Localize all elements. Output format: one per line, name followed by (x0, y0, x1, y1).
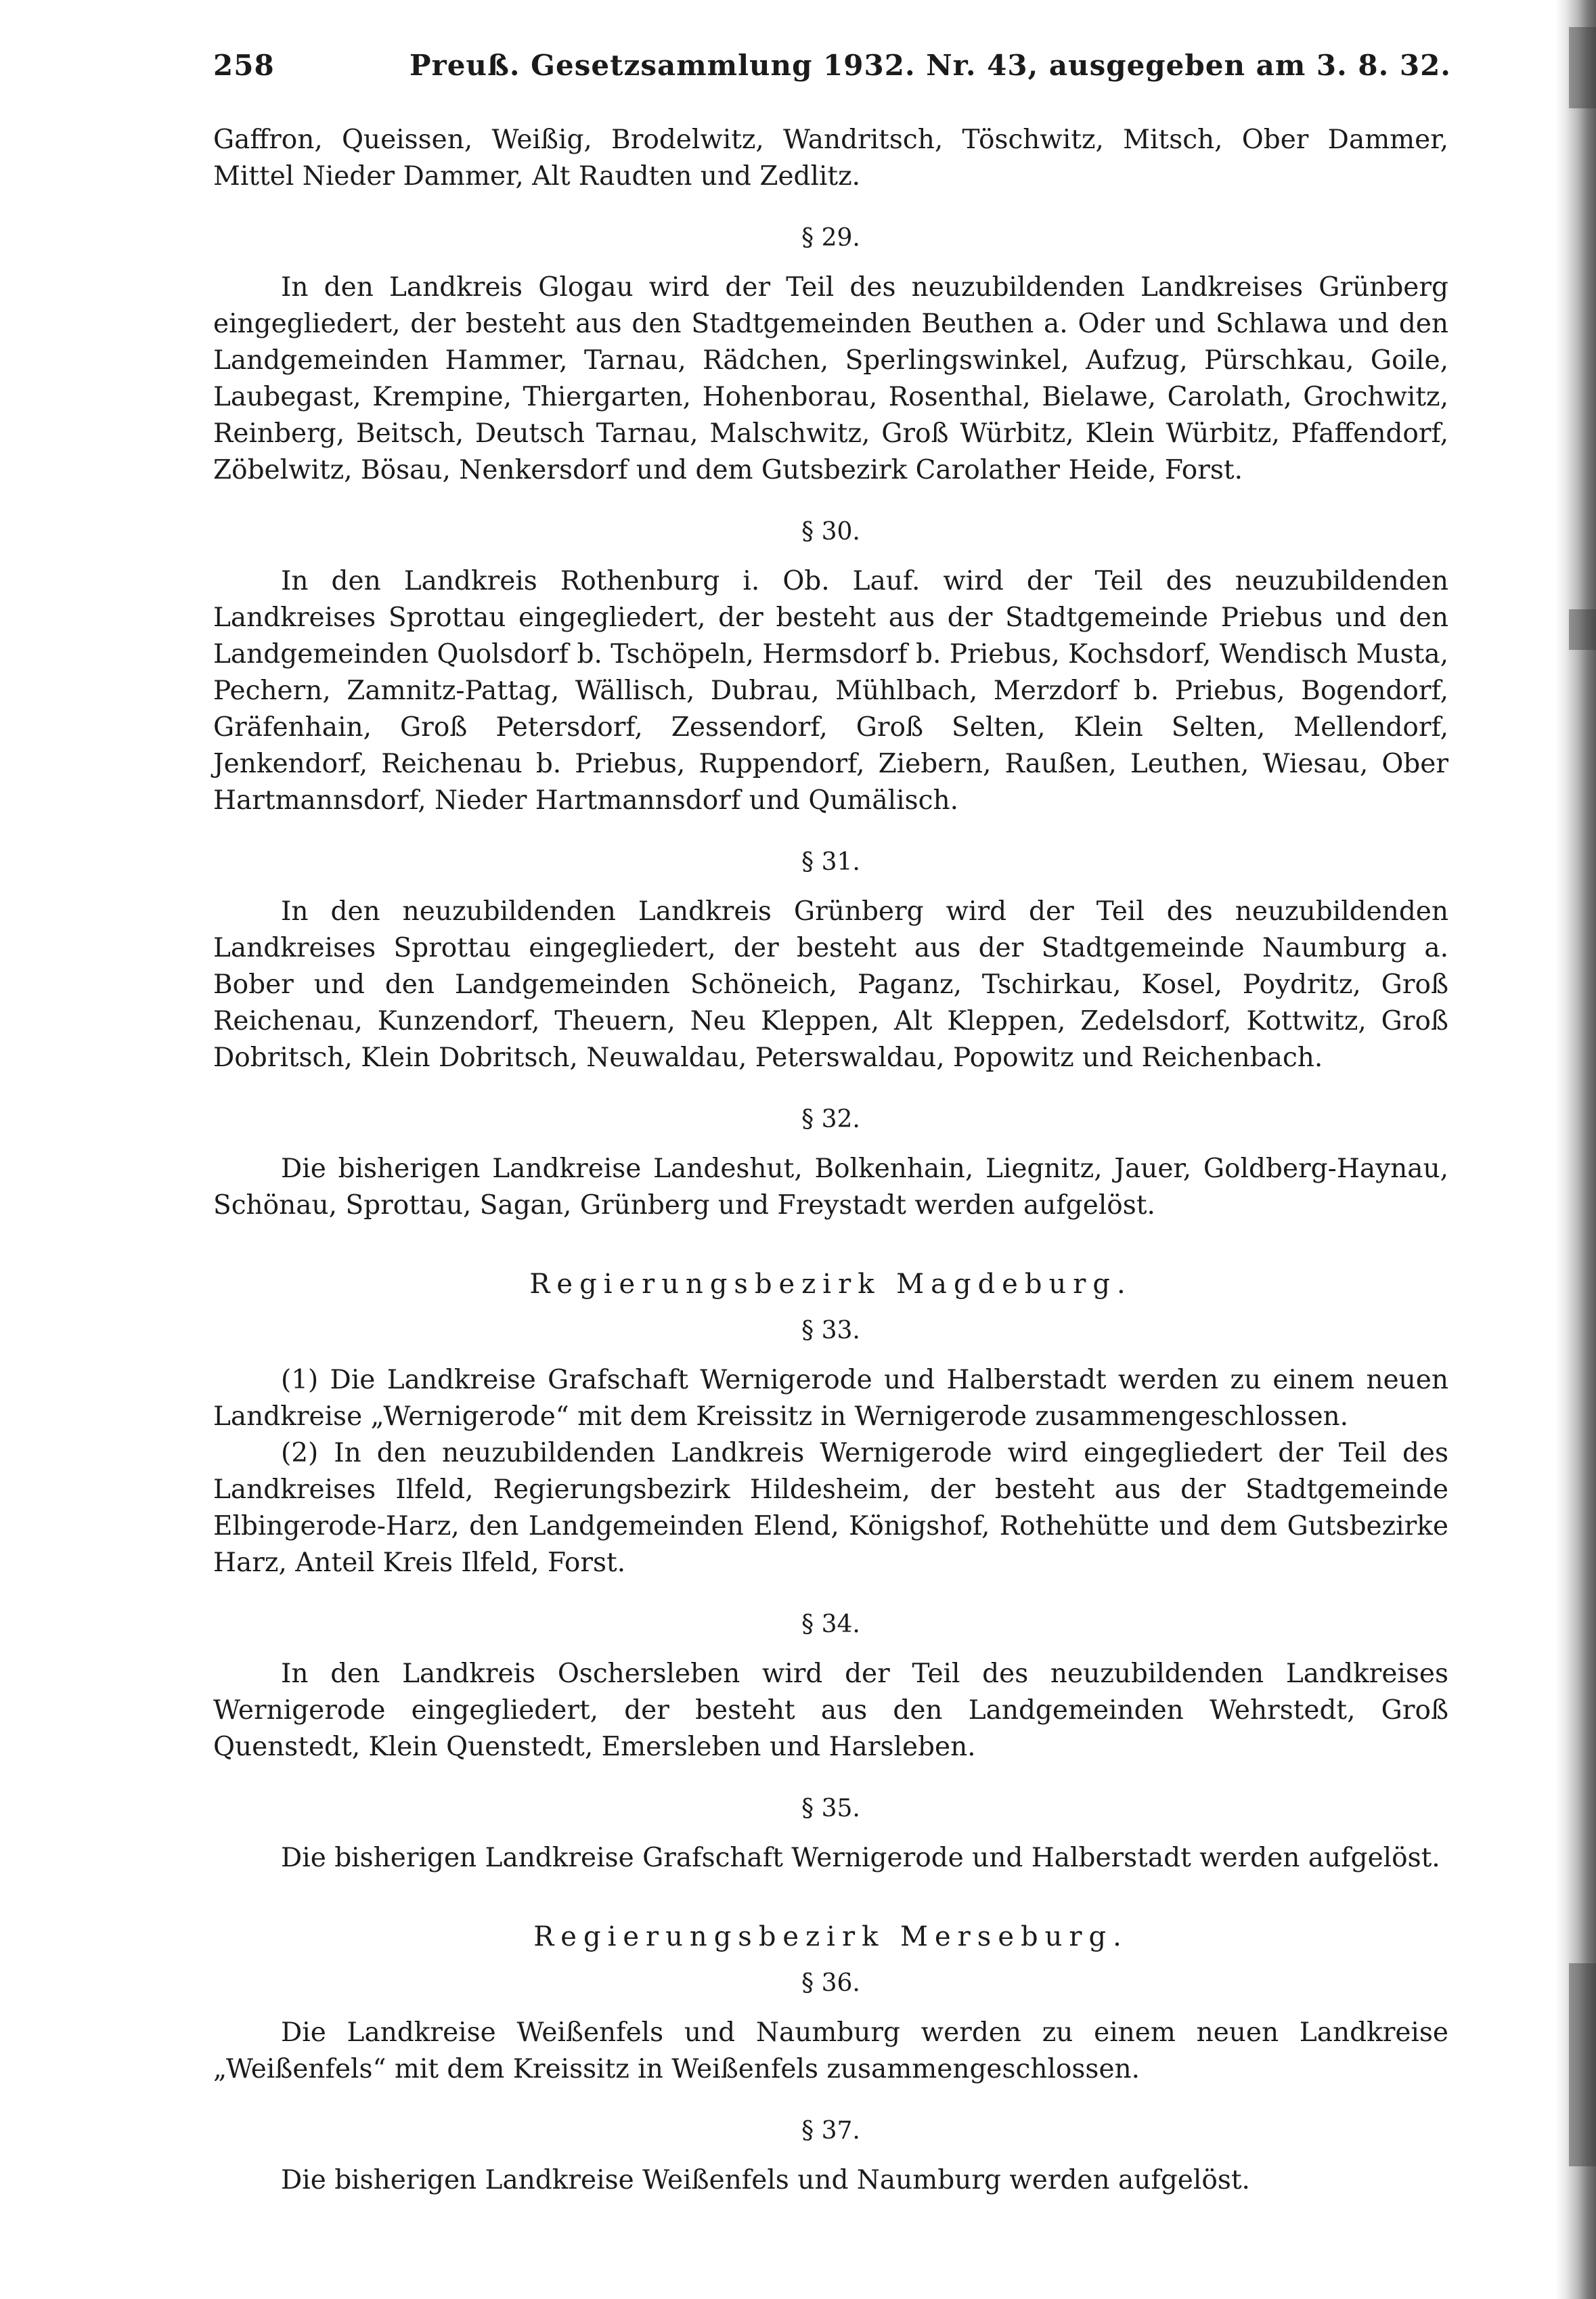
scan-noise (1569, 609, 1596, 650)
scan-noise (1569, 27, 1596, 108)
section-31-text: In den neuzubildenden Landkreis Grünberg wird der Teil des neuzubildenden Landkreises Sprottau eingegliedert, der besteht aus der Stadtgemeinde Naumburg a. Bober und den Landgemeinden Schöneich, Paganz, Tschirkau, Kosel, Poydritz, Groß Reichenau, Kunzendorf, Theuern, Neu Kleppen, Alt Kleppen, Zedelsdorf, Kottwitz, Groß Dobritsch, Klein Dobritsch, Neuwaldau, Peterswaldau, Popowitz und Reichenbach. (213, 896, 1448, 1073)
running-title: Preuß. Gesetzsammlung 1932. Nr. 43, ausgegeben am 3. 8. 32. (409, 49, 1451, 82)
section-29-text: In den Landkreis Glogau wird der Teil des neuzubildenden Landkreises Grünberg eingegliedert, der besteht aus den Stadtgemeinden Beuthen a. Oder und Schlawa und den Landgemeinden Hammer, Tarnau, Rädchen, Sperlingswinkel, Aufzug, Pürschkau, Goile, Laubegast, Krempine, Thiergarten, Hohenborau, Rosenthal, Bielawe, Carolath, Grochwitz, Reinberg, Beitsch, Deutsch Tarnau, Malschwitz, Groß Würbitz, Klein Würbitz, Pfaffendorf, Zöbelwitz, Bösau, Nenkersdorf und dem Gutsbezirk Carolather Heide, Forst. (213, 272, 1448, 485)
continued-paragraph: Gaffron, Queissen, Weißig, Brodelwitz, Wandritsch, Töschwitz, Mitsch, Ober Dammer, Mittel Nieder Dammer, Alt Raudten und Zedlitz. (213, 125, 1448, 192)
section-heading-29: § 29. (801, 224, 860, 252)
district-heading-magdeburg: Regierungsbezirk Magdeburg. (529, 1269, 1132, 1300)
section-heading-37: § 37. (801, 2117, 860, 2145)
section-35-text: Die bisherigen Landkreise Grafschaft Wernigerode und Halberstadt werden aufgelöst. (281, 1843, 1440, 1873)
section-32-text: Die bisherigen Landkreise Landeshut, Bolkenhain, Liegnitz, Jauer, Goldberg-Haynau, Schönau, Sprottau, Sagan, Grünberg und Freystadt werden aufgelöst. (213, 1154, 1448, 1221)
section-heading-35: § 35. (801, 1795, 860, 1822)
section-36-text: Die Landkreise Weißenfels und Naumburg werden zu einem neuen Landkreise „Weißenfels“ mit dem Kreissitz in Weißenfels zusammengeschlossen. (213, 2017, 1448, 2084)
document-page (213, 49, 1451, 2199)
section-33-paragraph-2: (2) In den neuzubildenden Landkreis Wernigerode wird eingegliedert der Teil des Landkreises Ilfeld, Regierungsbezirk Hildesheim, der besteht aus der Stadtgemeinde Elbingerode-Harz, den Landgemeinden Elend, Königshof, Rothehütte und dem Gutsbezirke Harz, Anteil Kreis Ilfeld, Forst. (213, 1438, 1448, 1578)
section-33-paragraph-1: (1) Die Landkreise Grafschaft Wernigerode und Halberstadt werden zu einem neuen Landkreise „Wernigerode“ mit dem Kreissitz in Wernigerode zusammengeschlossen. (213, 1365, 1448, 1432)
section-34-text: In den Landkreis Oschersleben wird der Teil des neuzubildenden Landkreises Wernigerode eingegliedert, der besteht aus den Landgemeinden Wehrstedt, Groß Quenstedt, Klein Quenstedt, Emersleben und Harsleben. (213, 1659, 1448, 1762)
scanned-page-edge (1555, 0, 1596, 2299)
section-37-text: Die bisherigen Landkreise Weißenfels und Naumburg werden aufgelöst. (281, 2165, 1250, 2195)
section-heading-33: § 33. (801, 1317, 860, 1344)
scan-noise (1569, 1963, 1596, 2166)
section-heading-32: § 32. (801, 1105, 860, 1133)
page-header (213, 49, 1451, 96)
section-heading-34: § 34. (801, 1611, 860, 1638)
section-heading-36: § 36. (801, 1969, 860, 1997)
section-30-text: In den Landkreis Rothenburg i. Ob. Lauf. wird der Teil des neuzubildenden Landkreises Sprottau eingegliedert, der besteht aus der Stadtgemeinde Priebus und den Landgemeinden Quolsdorf b. Tschöpeln, Hermsdorf b. Priebus, Kochsdorf, Wendisch Musta, Pechern, Zamnitz-Pattag, Wällisch, Dubrau, Mühlbach, Merzdorf b. Priebus, Bogendorf, Gräfenhain, Groß Petersdorf, Zessendorf, Groß Selten, Klein Selten, Mellendorf, Jenkendorf, Reichenau b. Priebus, Ruppendorf, Ziebern, Raußen, Leuthen, Wiesau, Ober Hartmannsdorf, Nieder Hartmannsdorf und Qumälisch. (213, 566, 1448, 816)
section-heading-30: § 30. (801, 518, 860, 546)
section-heading-31: § 31. (801, 848, 860, 876)
district-heading-merseburg: Regierungsbezirk Merseburg. (533, 1921, 1128, 1952)
page-number: 258 (213, 49, 275, 82)
